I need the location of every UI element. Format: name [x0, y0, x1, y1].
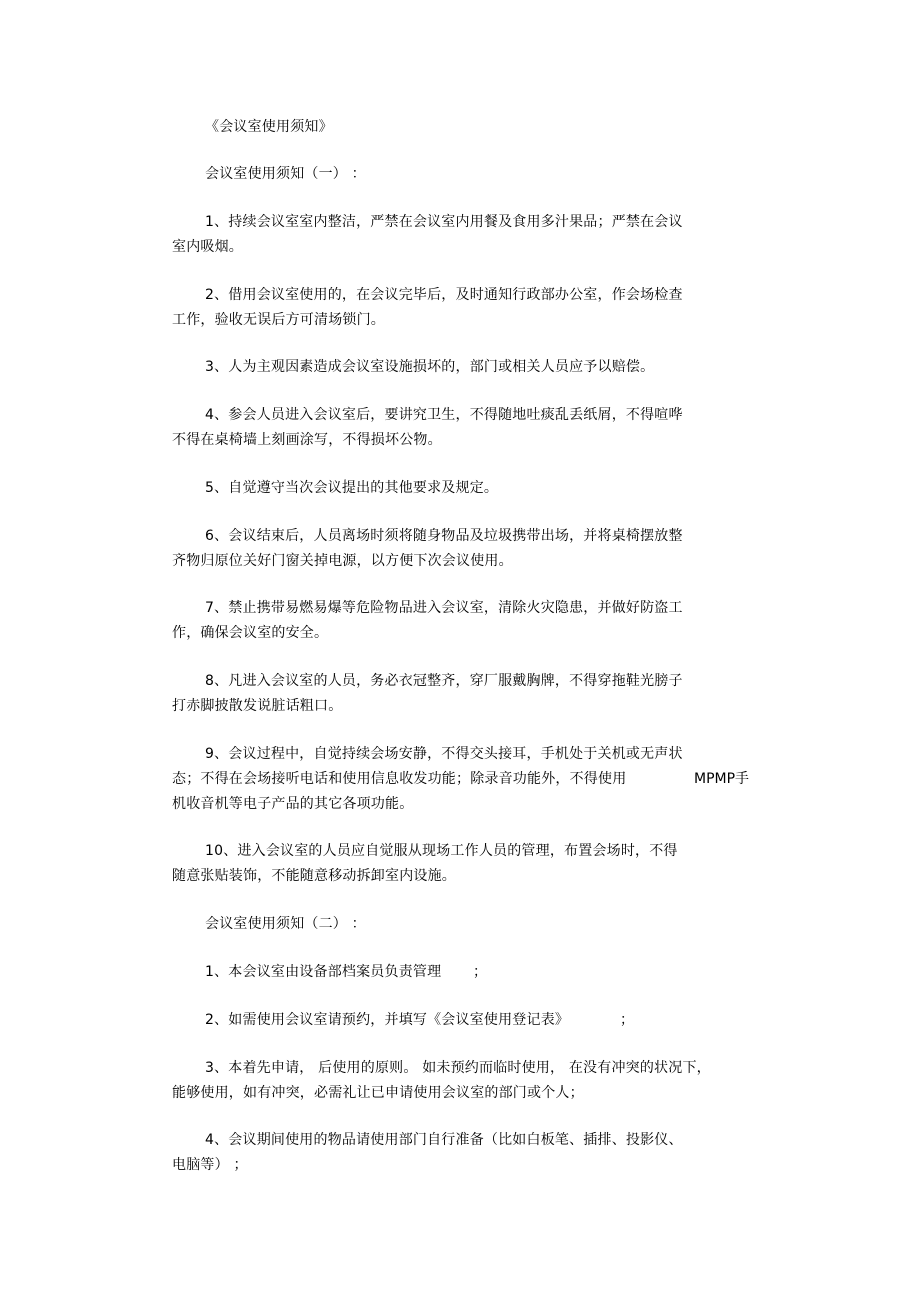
rule-9-line-3: 机收音机等电子产品的其它各项功能。 [172, 796, 414, 812]
rule2-2-line-1-tail: ； [620, 1012, 634, 1028]
rule-2-line-2: 工作，验收无误后方可清场锁门。 [172, 312, 385, 328]
document-title: 《会议室使用须知》 [205, 119, 333, 135]
rule-5-line-1: 5、自觉遵守当次会议提出的其他要求及规定。 [205, 480, 499, 496]
rule-1-line-1: 1、持续会议室室内整洁，严禁在会议室内用餐及食用多汁果品；严禁在会议 [205, 214, 683, 230]
rule-7-line-2: 作，确保会议室的安全。 [172, 625, 329, 641]
rule-6-line-1: 6、会议结束后，人员离场时须将随身物品及垃圾携带出场，并将桌椅摆放整 [205, 528, 683, 544]
rule2-1-line-1: 1、本会议室由设备部档案员负责管理 [205, 964, 442, 980]
rule-1-line-2: 室内吸烟。 [172, 239, 243, 255]
rule-7-line-1: 7、禁止携带易燃易爆等危险物品进入会议室，清除火灾隐患，并做好防盗工 [205, 600, 683, 616]
rule2-4-line-2: 电脑等） ； [172, 1157, 248, 1173]
rule-10-line-2: 随意张贴装饰，不能随意移动拆卸室内设施。 [172, 868, 456, 884]
rule-8-line-2: 打赤脚披散发说脏话粗口。 [172, 698, 343, 714]
rule-4-line-1: 4、参会人员进入会议室后，要讲究卫生，不得随地吐痰乱丢纸屑，不得喧哗 [205, 407, 683, 423]
rule-8-line-1: 8、凡进入会议室的人员，务必衣冠整齐，穿厂服戴胸牌，不得穿拖鞋光膀子 [205, 673, 683, 689]
rule-10-line-1: 10、进入会议室的人员应自觉服从现场工作人员的管理，布置会场时，不得 [205, 843, 678, 859]
rule-9-line-2: 态；不得在会场接听电话和使用信息收发功能；除录音功能外，不得使用 [172, 771, 627, 787]
section2-heading: 会议室使用须知（二） ： [205, 916, 366, 932]
section1-heading: 会议室使用须知（一） ： [205, 166, 366, 182]
rule2-2-line-1: 2、如需使用会议室请预约，并填写《会议室使用登记表》 [205, 1012, 570, 1028]
rule-9-line-2-tail: MPMP手 [694, 771, 750, 787]
rule2-4-line-1: 4、会议期间使用的物品请使用部门自行准备（比如白板笔、插排、投影仪、 [205, 1132, 683, 1148]
rule-6-line-2: 齐物归原位关好门窗关掉电源，以方便下次会议使用。 [172, 553, 513, 569]
rule2-1-line-1-tail: ； [473, 964, 487, 980]
rule-3-line-1: 3、人为主观因素造成会议室设施损坏的，部门或相关人员应予以赔偿。 [205, 359, 655, 375]
rule2-3-line-1: 3、本着先申请， 后使用的原则。 如未预约而临时使用， 在没有冲突的状况下， [205, 1060, 711, 1076]
rule-2-line-1: 2、借用会议室使用的，在会议完毕后，及时通知行政部办公室，作会场检查 [205, 287, 683, 303]
rule2-3-line-2: 能够使用，如有冲突，必需礼让已申请使用会议室的部门或个人； [172, 1085, 584, 1101]
rule-4-line-2: 不得在桌椅墙上刻画涂写，不得损坏公物。 [172, 432, 442, 448]
rule-9-line-1: 9、会议过程中，自觉持续会场安静，不得交头接耳，手机处于关机或无声状 [205, 746, 683, 762]
